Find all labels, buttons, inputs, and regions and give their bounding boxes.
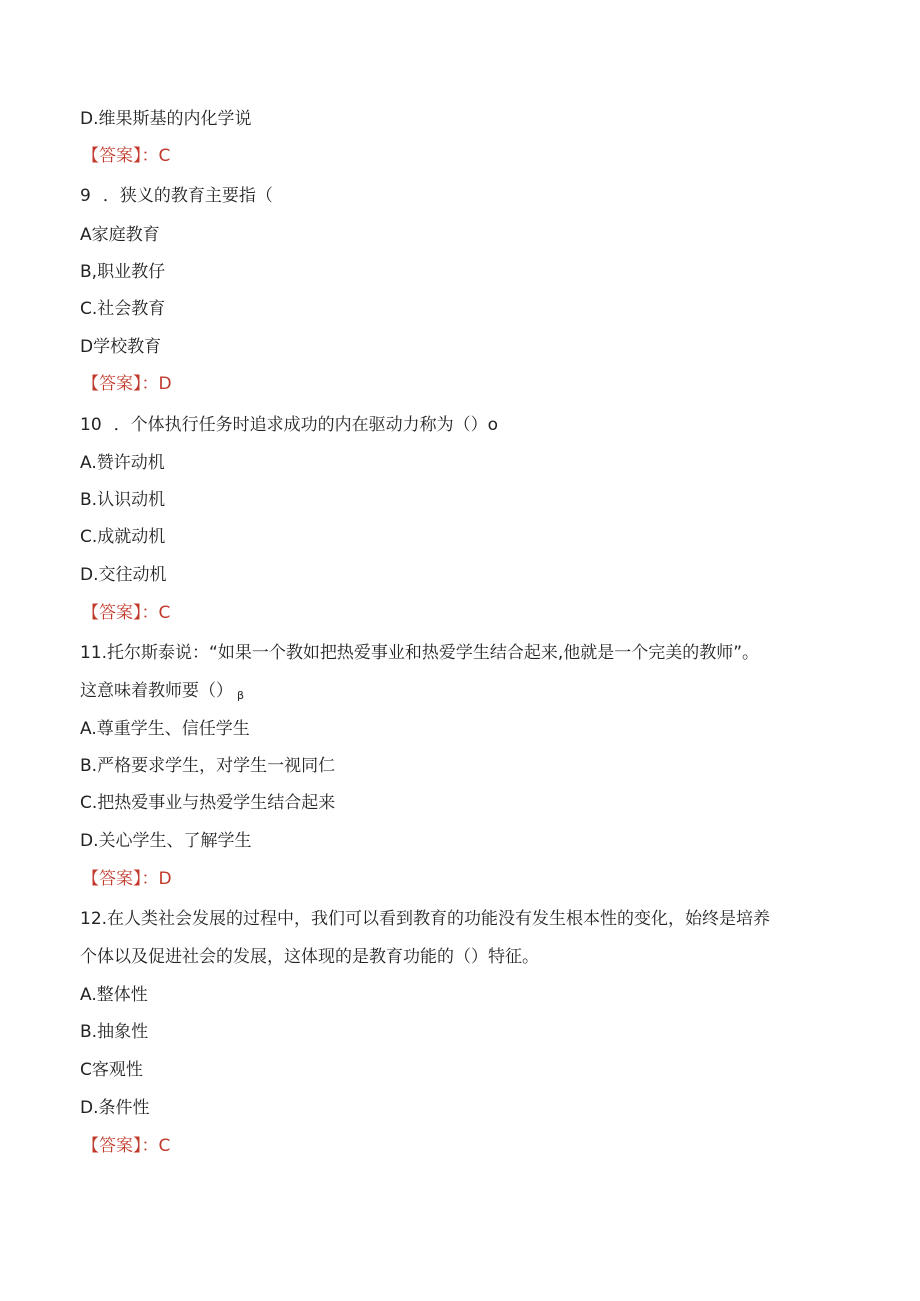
question-9-option-d: D学校教育 (80, 337, 162, 357)
question-12-option-c: C客观性 (80, 1060, 143, 1080)
answer-8: 【答案】：C (82, 146, 171, 166)
question-9-text: ．狭义的教育主要指（ (102, 186, 273, 206)
answer-11: 【答案】：D (82, 869, 172, 889)
question-11-option-a: A.尊重学生、信任学生 (80, 719, 250, 739)
answer-9: 【答案】：D (82, 374, 172, 394)
answer-10: 【答案】：C (82, 603, 171, 623)
question-10-option-c: C.成就动机 (80, 527, 166, 547)
question-11-option-b: B.严格要求学生，对学生一视同仁 (80, 756, 336, 776)
question-11-line-2-text: 这意味着教师要（） (80, 681, 233, 701)
question-11-line-1: 11.托尔斯泰说：“如果一个教如把热爱事业和热爱学生结合起来,他就是一个完美的教师”。 (80, 643, 760, 663)
question-11-line-2 (80, 680, 244, 707)
question-10 (80, 414, 498, 436)
question-9-option-a: A家庭教育 (80, 225, 160, 245)
question-10-option-a: A.赞许动机 (80, 453, 165, 473)
question-12-option-a: A.整体性 (80, 985, 148, 1005)
answer-12: 【答案】：C (82, 1136, 171, 1156)
question-9-number: 9 (80, 186, 91, 206)
question-12-line-1: 12.在人类社会发展的过程中，我们可以看到教育的功能没有发生根本性的变化，始终是培养 (80, 909, 771, 929)
question-11-option-c: C.把热爱事业与热爱学生结合起来 (80, 793, 336, 813)
question-9-option-b: B,职业教仔 (80, 262, 166, 282)
question-9 (80, 185, 273, 207)
question-9-option-c: C.社会教育 (80, 299, 166, 319)
option-d-prev: D.维果斯基的内化学说 (80, 109, 252, 129)
question-11-option-d: D.关心学生、了解学生 (80, 831, 252, 851)
question-10-text: ．个体执行任务时追求成功的内在驱动力称为（）o (113, 415, 499, 435)
question-12-line-2: 个体以及促进社会的发展，这体现的是教育功能的（）特征。 (80, 947, 539, 967)
question-10-option-d: D.交往动机 (80, 565, 167, 585)
question-10-option-b: B.认识动机 (80, 490, 166, 510)
question-11-subscript: β (237, 689, 245, 702)
question-12-option-b: B.抽象性 (80, 1022, 149, 1042)
question-10-number: 10 (80, 415, 102, 435)
question-12-option-d: D.条件性 (80, 1098, 150, 1118)
